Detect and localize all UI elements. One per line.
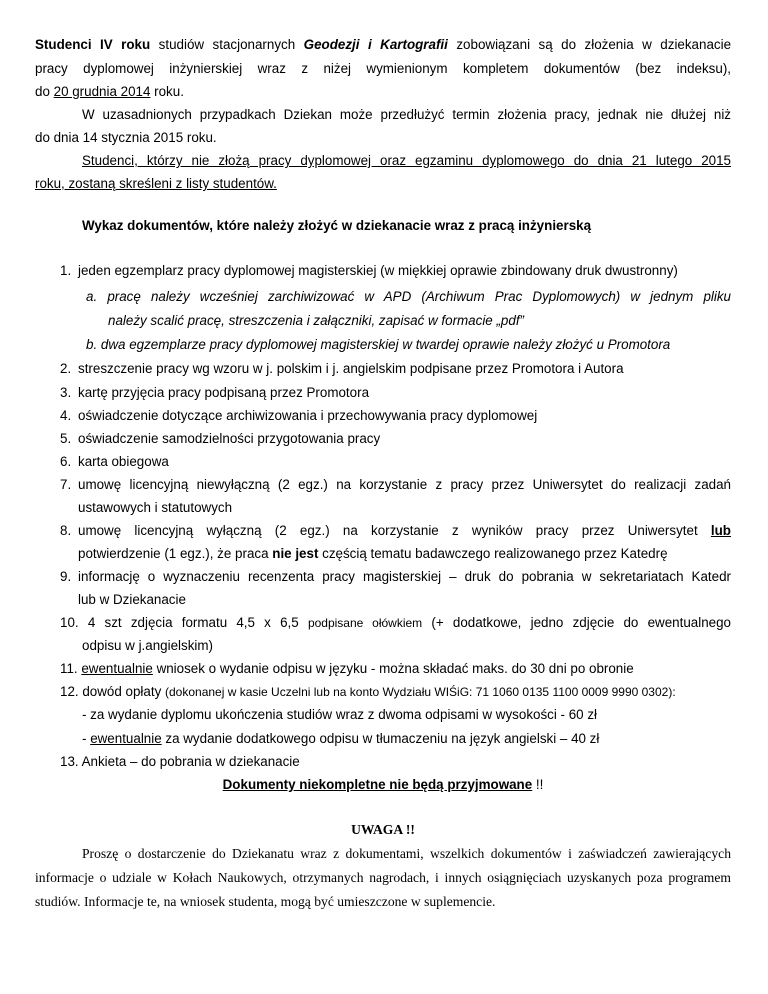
sub-item-a-line-2: należy scalić pracę, streszczenia i załączniki, zapisać w formacie „pdf” <box>108 313 525 328</box>
intro-line-2: pracy dyplomowej inżynierskiej wraz z niżej wymienionym kompletem dokumentów (bez indeksu), <box>35 61 731 76</box>
item-number: 2. <box>60 361 72 376</box>
item-number: 4. <box>60 408 72 423</box>
item-number: 13. <box>60 754 79 769</box>
item-text: potwierdzenie (1 egz.), że praca <box>78 546 273 561</box>
item-12-ewentualnie: ewentualnie <box>90 731 162 746</box>
list-item-1 <box>60 263 756 279</box>
item-text: umowę licencyjną niewyłączną (2 egz.) na korzystanie z pracy przez Uniwersytet do realizacji zadań <box>78 477 731 492</box>
list-item-7-line-2: ustawowych i statutowych <box>78 500 233 515</box>
item-number: 8. <box>60 523 72 538</box>
incomplete-warning <box>35 777 731 793</box>
list-item-10-line-2: odpisu w j.angielskim) <box>82 638 213 653</box>
list-item-5 <box>60 431 756 447</box>
intro-students: Studenci IV roku <box>35 37 151 52</box>
item-text: dowód opłaty <box>82 684 165 699</box>
item-number: 11. <box>60 661 78 676</box>
item-text: (+ dodatkowe, jedno zdjęcie do ewentualnego <box>422 615 731 630</box>
intro-text: zobowiązani są do złożenia w dziekanacie <box>447 37 732 52</box>
item-text: Ankieta – do pobrania w dziekanacie <box>81 754 300 769</box>
uwaga-line-3: studiów. Informacje te, na wniosek studenta, mogą być umieszczone w suplemencie. <box>35 894 496 909</box>
uwaga-line-1: Proszę o dostarczenie do Dziekanatu wraz z dokumentami, wszelkich dokumentów i zaświadczeń zawierających <box>82 846 731 861</box>
list-item-11 <box>60 661 756 677</box>
item-8-nie-jest: nie jest <box>272 546 319 561</box>
intro-text: studiów stacjonarnych <box>150 37 304 52</box>
item-number: 12. <box>60 684 79 699</box>
intro-deadline: 20 grudnia 2014 <box>53 84 151 99</box>
intro-line-3 <box>35 84 731 100</box>
list-item-12-sub-2 <box>82 731 768 747</box>
item-8-lub: lub <box>710 523 731 538</box>
item-text: streszczenie pracy wg wzoru w j. polskim i j. angielskim podpisane przez Promotora i Autora <box>78 361 624 376</box>
item-text: oświadczenie dotyczące archiwizowania i przechowywania pracy dyplomowej <box>78 408 538 423</box>
extension-line-2: do dnia 14 stycznia 2015 roku. <box>35 130 217 145</box>
item-number: 6. <box>60 454 72 469</box>
uwaga-line-2: informacje o udziale w Kołach Naukowych, otrzymanych nagrodach, i innych osiągnięciach uzyskanych poza programem <box>35 870 731 885</box>
item-text: za wydanie dodatkowego odpisu w tłumaczeniu na język angielski – 40 zł <box>161 731 600 746</box>
incomplete-warning-marks: !! <box>532 777 544 792</box>
item-text: - <box>82 731 91 746</box>
item-text: 4 szt zdjęcia formatu 4,5 x 6,5 <box>87 615 308 630</box>
sub-item-text: dwa egzemplarze pracy dyplomowej magisterskiej w twardej oprawie należy złożyć u Promotora <box>100 337 671 352</box>
item-text: wniosek o wydanie odpisu w języku - można składać maks. do 30 dni po obronie <box>152 661 634 676</box>
incomplete-warning-text: Dokumenty niekompletne nie będą przyjmowane <box>222 777 533 792</box>
item-text: umowę licencyjną wyłączną (2 egz.) na korzystanie z wyników pracy przez Uniwersytet <box>78 523 711 538</box>
item-number: 1. <box>60 263 72 278</box>
list-item-3 <box>60 385 756 401</box>
item-text: karta obiegowa <box>78 454 169 469</box>
list-item-7 <box>60 477 731 493</box>
item-12-small: (dokonanej w kasie Uczelni lub na konto Wydziału WIŚiG: 71 1060 0135 1100 0009 9990 0302): <box>165 685 676 699</box>
extension-line-1: W uzasadnionych przypadkach Dziekan może przedłużyć termin złożenia pracy, jednak nie dłużej niż <box>82 107 731 122</box>
uwaga-title: UWAGA !! <box>351 822 415 837</box>
item-number: 3. <box>60 385 72 400</box>
item-text: jeden egzemplarz pracy dyplomowej magisterskiej (w miękkiej oprawie zbindowany druk dwustronny) <box>78 263 678 278</box>
list-item-12-sub-1: - za wydanie dyplomu ukończenia studiów wraz z dwoma odpisami w wysokości - 60 zł <box>82 707 598 722</box>
sub-item-a <box>86 289 731 305</box>
list-item-12 <box>60 684 756 700</box>
item-text: informację o wyznaczeniu recenzenta pracy magisterskiej – druk do pobrania w sekretariatach Katedr <box>78 569 731 584</box>
sub-item-text: pracę należy wcześniej zarchiwizować w APD (Archiwum Prac Dyplomowych) w jednym pliku <box>107 289 731 304</box>
item-text: kartę przyjęcia pracy podpisaną przez Promotora <box>78 385 370 400</box>
list-item-2 <box>60 361 756 377</box>
sub-item-b <box>86 337 768 353</box>
list-item-4 <box>60 408 756 424</box>
list-item-8-line-2 <box>78 546 768 562</box>
item-number: 5. <box>60 431 72 446</box>
item-number: 7. <box>60 477 72 492</box>
list-heading: Wykaz dokumentów, które należy złożyć w dziekanacie wraz z pracą inżynierską <box>82 218 592 233</box>
item-number: 10. <box>60 615 79 630</box>
item-text: częścią tematu badawczego realizowanego przez Katedrę <box>318 546 668 561</box>
list-item-9 <box>60 569 731 585</box>
list-item-10 <box>60 615 731 631</box>
intro-line-1 <box>35 37 731 53</box>
list-item-13 <box>60 754 756 770</box>
list-item-9-line-2: lub w Dziekanacie <box>78 592 186 607</box>
removal-line-1: Studenci, którzy nie złożą pracy dyplomowej oraz egzaminu dyplomowego do dnia 21 lutego 2015 <box>82 153 731 168</box>
list-item-8 <box>60 523 731 539</box>
removal-line-2: roku, zostaną skreśleni z listy studentów. <box>35 176 277 191</box>
item-text: oświadczenie samodzielności przygotowania pracy <box>78 431 381 446</box>
intro-text: roku. <box>150 84 184 99</box>
sub-item-label: a. <box>86 289 98 304</box>
item-number: 9. <box>60 569 72 584</box>
list-item-6 <box>60 454 756 470</box>
sub-item-label: b. <box>86 337 98 352</box>
item-10-small: podpisane ołówkiem <box>307 616 423 630</box>
intro-field: Geodezji i Kartografii <box>303 37 448 52</box>
intro-text: do <box>35 84 54 99</box>
item-11-ewentualnie: ewentualnie <box>81 661 153 676</box>
